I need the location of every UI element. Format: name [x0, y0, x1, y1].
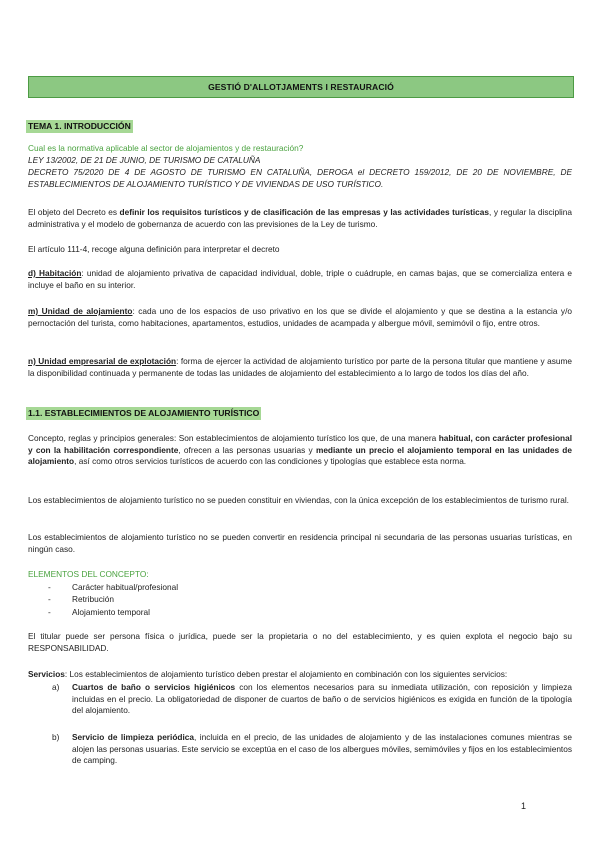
list-item: - Alojamiento temporal: [48, 606, 178, 618]
residencia-paragraph: Los establecimientos de alojamiento turístico no se pueden convertir en residencia principal ni secundaria de las personas usuarias turísticas, en ningún caso.: [28, 532, 572, 554]
concepto-paragraph: Concepto, reglas y principios generales: Son establecimientos de alojamiento turístico los que, de una manera habitual, con carácter profesional y con la habilitación correspondiente, ofrecen a las personas usuarias y mediante un precio el alojamiento temporal en las unidades de alojamiento, así como otros servicios turísticos de acuerdo con las condiciones y tipologías que establece esta norma.: [28, 433, 572, 467]
objeto-paragraph: El objeto del Decreto es definir los requisitos turísticos y de clasificación de las empresas y las actividades turísticas, y regular la disciplina administrativa y el modelo de gobernanza de acuerdo con las previsiones de la Ley de turismo.: [28, 207, 572, 229]
elementos-list: [48, 581, 178, 618]
list-item: - Retribución: [48, 593, 178, 605]
definition-unidad-explotacion: n) Unidad empresarial de explotación: forma de ejercer la actividad de alojamiento turístico por parte de la persona titular que mantiene y asume la disponibilidad continuada y permanente de todas las unidades de alojamiento del establecimiento a lo largo de todos los días del año.: [28, 356, 572, 378]
question-line: Cual es la normativa aplicable al sector de alojamientos y de restauración?: [28, 143, 304, 153]
tema-heading: TEMA 1. INTRODUCCIÓN: [28, 121, 131, 131]
decreto-line: DECRETO 75/2020 DE 4 DE AGOSTO DE TURISMO EN CATALUÑA, DEROGA el DECRETO 159/2012, DE 20 DE NOVIEMBRE, DE ESTABLECIMIENTOS DE ALOJAMIENTO TURÍSTICO Y DE VIVIENDAS DE USO TURÍSTICO.: [28, 167, 572, 189]
definition-unidad-alojamiento: m) Unidad de alojamiento: cada uno de los espacios de uso privativo en los que se divide el alojamiento y que se destina a la estancia y/o pernoctación del turista, como habitaciones, apartamentos, estudios, unidades de acampada y albergue móvil, semimóvil o fijo, entre otros.: [28, 306, 572, 328]
servicio-b: b) Servicio de limpieza periódica, incluida en el precio, de las unidades de alojamiento y de las instalaciones comunes mientras se alojen las personas usuarias. Este servicio se exceptúa en el caso de los albergues móviles, semimóviles y fijos en los establecimientos de camping.: [52, 732, 572, 766]
section-heading-1-1: 1.1. ESTABLECIMIENTOS DE ALOJAMIENTO TURÍSTICO: [28, 408, 260, 418]
list-item: - Carácter habitual/profesional: [48, 581, 178, 593]
servicios-paragraph: Servicios: Los establecimientos de alojamiento turístico deben prestar el alojamiento en combinación con los siguientes servicios:: [28, 669, 508, 679]
ley-line: LEY 13/2002, DE 21 DE JUNIO, DE TURISMO DE CATALUÑA: [28, 155, 261, 165]
servicio-a: a) Cuartos de baño o servicios higiénicos con los elementos necesarios para su inmediata utilización, con reposición y limpieza incluidas en el precio. La obligatoriedad de disponer de cuartos de baño o de servicios higiénicos es exigida en función de la tipología del alojamiento.: [52, 682, 573, 716]
definition-habitacion: d) Habitación: unidad de alojamiento privativa de capacidad individual, doble, triple o cuádruple, en camas bajas, que se comercializa entera e incluye el baño en su interior.: [28, 268, 572, 290]
viviendas-paragraph: Los establecimientos de alojamiento turístico no se pueden constituir en viviendas, con la única excepción de los establecimientos de turismo rural.: [28, 495, 569, 505]
elementos-title: ELEMENTOS DEL CONCEPTO:: [28, 569, 149, 579]
document-title: GESTIÓ D'ALLOTJAMENTS I RESTAURACIÓ: [28, 76, 574, 98]
titular-paragraph: El titular puede ser persona física o jurídica, puede ser la propietaria o no del establecimiento, y es quien explota el negocio bajo su RESPONSABILIDAD.: [28, 631, 572, 653]
articulo-paragraph: El artículo 111-4, recoge alguna definición para interpretar el decreto: [28, 244, 280, 254]
page-number: 1: [521, 801, 527, 811]
